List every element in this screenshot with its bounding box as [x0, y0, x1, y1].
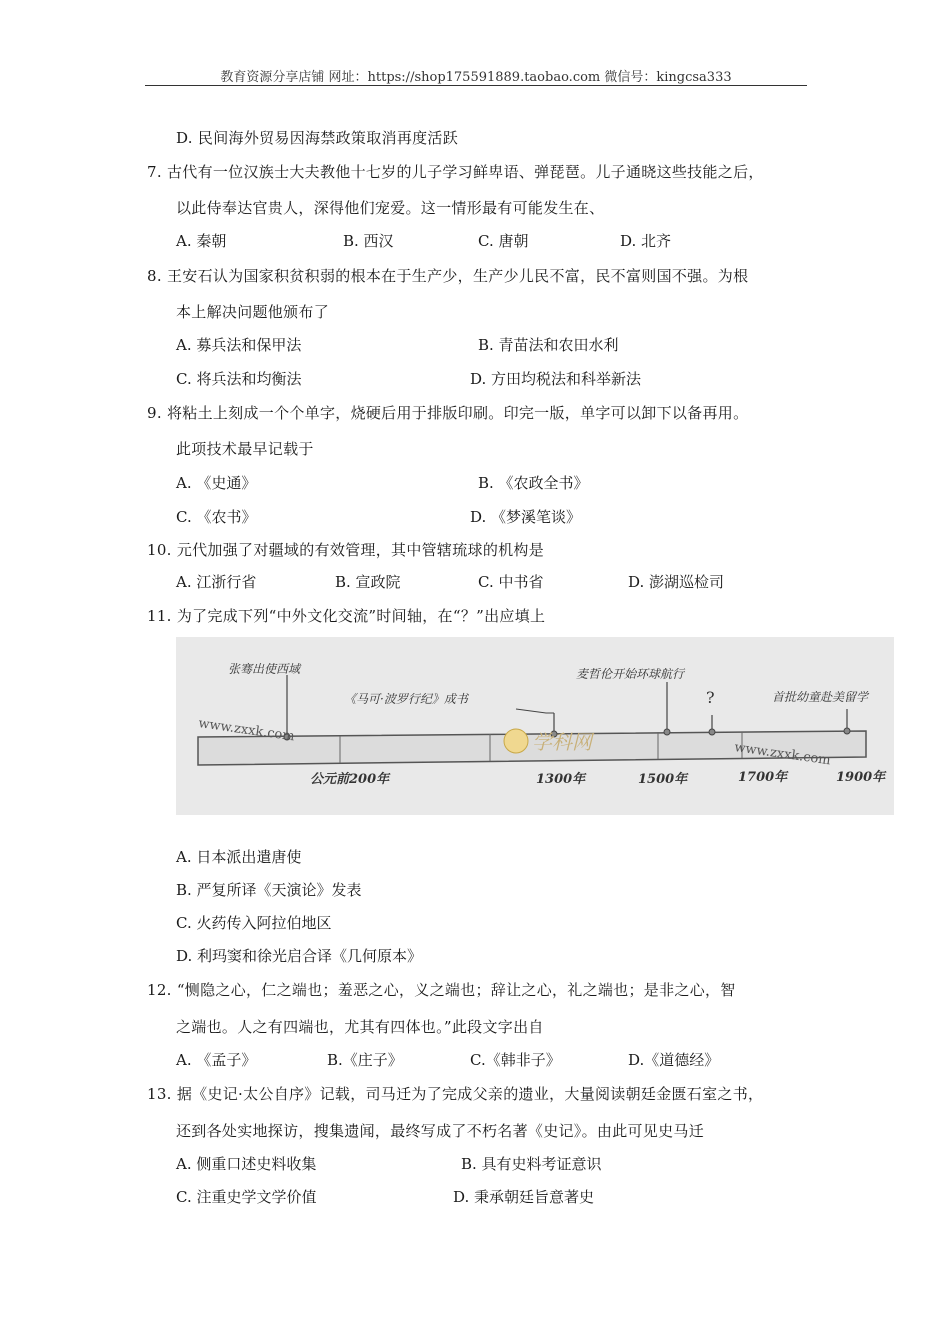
q7-option-c: C. 唐朝 — [478, 232, 529, 250]
event-marker-dot — [709, 729, 715, 735]
q13-option-d: D. 秉承朝廷旨意著史 — [453, 1188, 595, 1206]
q10-option-c: C. 中书省 — [478, 573, 544, 591]
q7-option-d: D. 北齐 — [620, 232, 672, 250]
q7-option-b: B. 西汉 — [343, 232, 394, 250]
tick-label: 1900年 — [836, 770, 886, 785]
timeline-svg — [176, 637, 894, 815]
q11-option-a: A. 日本派出遣唐使 — [176, 848, 302, 866]
q9-option-c: C. 《农书》 — [176, 508, 257, 526]
q10-option-a: A. 江浙行省 — [176, 573, 257, 591]
q8-stem-line2: 本上解决问题他颁布了 — [176, 303, 330, 321]
q9-stem-line1: 9. 将粘土上刻成一个个单字，烧硬后用于排版印刷。印完一版，单字可以卸下以备再用。 — [147, 404, 749, 422]
q9-option-d: D. 《梦溪笔谈》 — [470, 508, 582, 526]
q7-stem-line1: 7. 古代有一位汉族士大夫教他十七岁的儿子学习鲜卑语、弹琵琶。儿子通晓这些技能之后， — [147, 163, 764, 181]
event-marker-dot — [844, 728, 850, 734]
q13-stem-line2: 还到各处实地探访，搜集遗闻，最终写成了不朽名著《史记》。由此可见史马迁 — [176, 1122, 705, 1140]
q7-stem-line2: 以此侍奉达官贵人，深得他们宠爱。这一情形最有可能发生在、 — [176, 199, 605, 217]
event-label-magellan: 麦哲伦开始环球航行 — [576, 667, 685, 681]
q9-option-a: A. 《史通》 — [176, 474, 257, 492]
q13-option-b: B. 具有史料考证意识 — [461, 1155, 602, 1173]
q10-option-b: B. 宣政院 — [335, 573, 401, 591]
q13-option-a: A. 侧重口述史料收集 — [176, 1155, 317, 1173]
q10-option-d: D. 澎湖巡检司 — [628, 573, 725, 591]
q13-stem-line1: 13. 据《史记·太公自序》记载，司马迁为了完成父亲的遗业，大量阅读朝廷金匮石室之书， — [147, 1085, 764, 1103]
q12-stem-line2: 之端也。人之有四端也，尤其有四体也。”此段文字出自 — [176, 1018, 544, 1036]
q7-option-a: A. 秦朝 — [176, 232, 227, 250]
watermark-logo-text: 学科网 — [532, 730, 592, 754]
q12-stem-line1: 12. “恻隐之心，仁之端也；羞恶之心，义之端也；辞让之心，礼之端也；是非之心，智 — [147, 981, 736, 999]
event-label-marcopolo: 《马可·波罗行纪》成书 — [344, 692, 468, 706]
event-label-zhangqian: 张骞出使西域 — [228, 662, 301, 676]
q8-option-c: C. 将兵法和均衡法 — [176, 370, 302, 388]
tick-label: 1700年 — [738, 770, 788, 785]
event-label-question: ? — [706, 688, 715, 707]
q12-option-a: A. 《孟子》 — [176, 1051, 257, 1069]
watermark-text: www.zxxk.com — [197, 716, 296, 745]
q9-stem-line2: 此项技术最早记载于 — [176, 440, 314, 458]
header-divider — [145, 85, 807, 86]
tick-label: 1500年 — [638, 772, 688, 787]
timeline-figure — [176, 637, 894, 815]
q8-option-a: A. 募兵法和保甲法 — [176, 336, 302, 354]
q8-option-d: D. 方田均税法和科举新法 — [470, 370, 642, 388]
tick-label: 1300年 — [536, 772, 586, 787]
q9-option-b: B. 《农政全书》 — [478, 474, 589, 492]
page-header: 教育资源分享店铺 网址：https://shop175591889.taobao.com 微信号：kingcsa333 — [220, 70, 732, 85]
tick-label: 公元前200年 — [310, 772, 390, 787]
q11-option-d: D. 利玛窦和徐光启合译《几何原本》 — [176, 947, 423, 965]
q8-option-b: B. 青苗法和农田水利 — [478, 336, 619, 354]
q10-stem: 10. 元代加强了对疆域的有效管理，其中管辖琉球的机构是 — [147, 541, 545, 559]
q12-option-b: B.《庄子》 — [327, 1051, 403, 1069]
event-marker-dot — [664, 729, 670, 735]
q11-stem: 11. 为了完成下列“中外文化交流”时间轴，在“？”出应填上 — [147, 607, 546, 625]
q11-option-c: C. 火药传入阿拉伯地区 — [176, 914, 332, 932]
watermark-text: www.zxxk.com — [733, 740, 832, 769]
watermark-logo-icon — [504, 729, 528, 753]
q8-stem-line1: 8. 王安石认为国家积贫积弱的根本在于生产少，生产少儿民不富，民不富则国不强。为根 — [147, 267, 749, 285]
event-label-students: 首批幼童赴美留学 — [772, 690, 869, 704]
q12-option-d: D.《道德经》 — [628, 1051, 720, 1069]
event-marker-leader — [516, 709, 554, 713]
q6-option-d: D. 民间海外贸易因海禁政策取消再度活跃 — [176, 129, 459, 147]
q11-option-b: B. 严复所译《天演论》发表 — [176, 881, 362, 899]
q12-option-c: C.《韩非子》 — [470, 1051, 561, 1069]
q13-option-c: C. 注重史学文学价值 — [176, 1188, 317, 1206]
